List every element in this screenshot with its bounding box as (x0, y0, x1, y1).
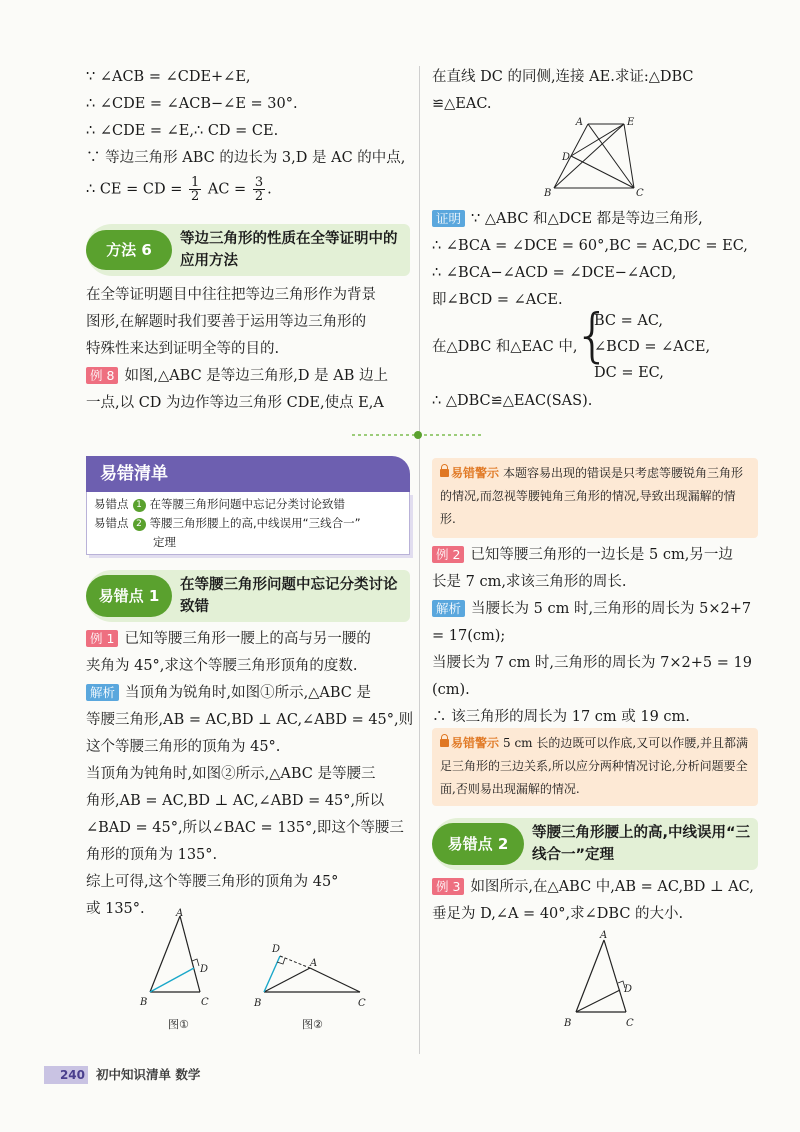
warning-label-text: 易错警示 (451, 466, 500, 480)
error-list-header (86, 456, 410, 492)
problem-line: ≌△EAC. (432, 96, 492, 112)
figure-2 (250, 936, 380, 1036)
label-a: A (310, 958, 318, 969)
method-text-line: 特殊性来达到证明全等的目的. (86, 341, 280, 357)
label-a: A (600, 930, 608, 941)
numerator: 3 (254, 175, 264, 190)
warning-2-text: 5 cm 长的边既可以作底,又可以作腰,并且都满足三角形的三边关系,所以应分两种情况讨论,分析问题要全面,否则易出现漏解的情况. (440, 736, 749, 796)
solution-line: 这个等腰三角形的顶角为 45°. (86, 739, 281, 755)
solution-line: 当腰长为 7 cm 时,三角形的周长为 7×2+5 = 19 (432, 655, 752, 671)
example-8-tag: 例 8 (86, 367, 118, 384)
label-c: C (358, 998, 366, 1009)
example-2-line: 长是 7 cm,求该三角形的周长. (432, 574, 627, 590)
solution-line: 等腰三角形,AB = AC,BD ⊥ AC,∠ABD = 45°,则 (86, 712, 414, 728)
solution-1-line (86, 680, 408, 707)
example-text: 如图所示,在△ABC 中,AB = AC,BD ⊥ AC, (470, 879, 754, 895)
solution-line: 角形,AB = AC,BD ⊥ AC,∠ABD = 45°,所以 (86, 793, 385, 809)
method-6-title: 等边三角形的性质在全等证明中的应用方法 (180, 231, 398, 269)
figure-1 (136, 906, 226, 1036)
example-1-tag: 例 1 (86, 630, 118, 647)
derivation-line: ∵ ∠ACB = ∠CDE+∠E, (86, 69, 251, 85)
system-line: DC = EC, (594, 365, 664, 381)
fraction-prefix: ∴ CE = CD = (86, 181, 183, 198)
figure-example-3 (560, 928, 650, 1032)
warning-1-box (432, 458, 758, 538)
error-list-title: 易错清单 (100, 464, 168, 484)
example-3-line (432, 874, 758, 901)
solution-line: 角形的顶角为 135°. (86, 847, 218, 863)
method-text-line: 图形,在解题时我们要善于运用等边三角形的 (86, 314, 367, 330)
example-text-line: 一点,以 CD 为边作等边三角形 CDE,使点 E,A (86, 395, 384, 411)
column-divider (419, 66, 420, 1054)
problem-line: 在直线 DC 的同侧,连接 AE.求证:△DBC (432, 69, 694, 85)
solution-1-tag: 解析 (86, 684, 119, 701)
error-item-label: 易错点 (94, 516, 129, 530)
example-2-line (432, 542, 758, 569)
solution-line: ∠BAD = 45°,所以∠BAC = 135°,即这个等腰三 (86, 820, 404, 836)
system-prefix: 在△DBC 和△EAC 中, (432, 339, 578, 355)
derivation-line: ∴ ∠CDE = ∠ACB−∠E = 30°. (86, 96, 298, 112)
book-title: 初中知识清单 数学 (96, 1067, 201, 1082)
error-point-2-title: 等腰三角形腰上的高,中线误用“三线合一”定理 (532, 825, 751, 863)
label-c: C (626, 1018, 634, 1029)
numerator: 1 (190, 175, 200, 190)
error-item-2-cont: 定理 (153, 535, 176, 549)
proof-line (432, 206, 758, 233)
left-top-derivation (86, 64, 408, 204)
derivation-line: ∵ 等边三角形 ABC 的边长为 3,D 是 AC 的中点, (86, 150, 406, 166)
solution-line: 当顶角为钝角时,如图②所示,△ABC 是等腰三 (86, 766, 376, 782)
error-point-2-banner (432, 818, 758, 870)
example-2 (432, 542, 758, 731)
label-b: B (140, 997, 148, 1008)
figure-1-caption: 图① (168, 1018, 189, 1031)
error-item-number: 1 (133, 499, 146, 512)
error-list-box (86, 492, 410, 555)
method-6-banner (86, 224, 410, 276)
proof-line: ∴ ∠BCA = ∠DCE = 60°,BC = AC,DC = EC, (432, 238, 748, 254)
example-2-tag: 例 2 (432, 546, 464, 563)
example-3 (432, 874, 758, 928)
label-d: D (272, 944, 281, 955)
error-item-text: 在等腰三角形问题中忘记分类讨论致错 (149, 497, 345, 511)
solution-line: (cm). (432, 682, 470, 698)
label-d: D (562, 152, 571, 163)
solution-line: 或 135°. (86, 901, 145, 917)
error-item-2 (94, 514, 361, 533)
fraction-one-half (189, 176, 201, 203)
proof-conclusion: ∴ △DBC≌△EAC(SAS). (432, 393, 593, 409)
solution-text: 当顶角为锐角时,如图①所示,△ABC 是 (125, 685, 371, 701)
example-1-line (86, 626, 408, 653)
label-b: B (544, 188, 552, 199)
method-6-tag: 方法 6 (86, 230, 172, 270)
fraction-suffix: . (267, 181, 272, 198)
label-d: D (200, 964, 209, 975)
label-c: C (636, 188, 644, 199)
denominator: 2 (190, 189, 200, 204)
warning-label-text: 易错警示 (451, 736, 500, 750)
proof-example-8 (432, 206, 758, 314)
fraction-three-halves (253, 176, 265, 203)
lock-icon (440, 469, 449, 477)
error-point-1-tag: 易错点 1 (86, 575, 172, 617)
example-8-line (86, 363, 408, 390)
example-3-line: 垂足为 D,∠A = 40°,求∠DBC 的大小. (432, 906, 684, 922)
proof-line: 即∠BCD = ∠ACE. (432, 292, 563, 308)
page-number: 240 (44, 1066, 88, 1084)
derivation-line: ∴ ∠CDE = ∠E,∴ CD = CE. (86, 123, 279, 139)
example-text: 已知等腰三角形一腰上的高与另一腰的 (124, 631, 371, 647)
label-a: A (575, 117, 583, 128)
solution-2-line (432, 596, 758, 623)
denominator: 2 (254, 189, 264, 204)
error-item-number: 2 (133, 518, 146, 531)
example-text: 已知等腰三角形的一边长是 5 cm,另一边 (470, 547, 733, 563)
solution-line: = 17(cm); (432, 628, 506, 644)
example-3-tag: 例 3 (432, 878, 464, 895)
error-point-1-title: 在等腰三角形问题中忘记分类讨论致错 (180, 577, 398, 615)
example-1-line: 夹角为 45°,求这个等腰三角形顶角的度数. (86, 658, 358, 674)
example-1 (86, 626, 414, 923)
solution-2-tag: 解析 (432, 600, 465, 617)
error-point-2-tag: 易错点 2 (432, 823, 524, 865)
label-d: D (624, 984, 633, 995)
lock-icon (440, 739, 449, 747)
label-c: C (201, 997, 209, 1008)
label-e: E (627, 117, 635, 128)
label-a: A (176, 908, 184, 919)
warning-2-label (440, 736, 499, 750)
proof-tag: 证明 (432, 210, 465, 227)
brace: { (574, 301, 611, 369)
figure-2-caption: 图② (302, 1018, 323, 1031)
method-6-body (86, 282, 408, 417)
figure-example-8 (540, 116, 650, 202)
system-line: ∠BCD = ∠ACE, (594, 339, 711, 355)
error-item-text: 等腰三角形腰上的高,中线误用“三线合一” (149, 516, 361, 530)
method-text-line: 在全等证明题目中往往把等边三角形作为背景 (86, 287, 376, 303)
congruence-system (594, 308, 754, 386)
label-b: B (564, 1018, 572, 1029)
warning-1-text: 本题容易出现的错误是只考虑等腰锐角三角形的情况,而忽视等腰钝角三角形的情况,导致出现漏解的情形. (440, 466, 744, 526)
fraction-line (86, 176, 408, 204)
fraction-mid: AC = (207, 181, 247, 198)
right-top-text (432, 64, 758, 118)
proof-text: ∵ △ABC 和△DCE 都是等边三角形, (471, 211, 703, 227)
error-point-1-banner (86, 570, 410, 622)
label-b: B (254, 998, 262, 1009)
warning-1-label (440, 466, 499, 480)
error-item-label: 易错点 (94, 497, 129, 511)
solution-line: ∴ 该三角形的周长为 17 cm 或 19 cm. (432, 709, 690, 725)
solution-line: 综上可得,这个等腰三角形的顶角为 45° (86, 874, 339, 890)
proof-line: ∴ ∠BCA−∠ACD = ∠DCE−∠ACD, (432, 265, 677, 281)
solution-text: 当腰长为 5 cm 时,三角形的周长为 5×2+7 (471, 601, 752, 617)
system-line: BC = AC, (594, 313, 664, 329)
warning-2-box (432, 728, 758, 806)
example-text: 如图,△ABC 是等边三角形,D 是 AB 边上 (124, 368, 388, 384)
error-item-1 (94, 495, 345, 514)
section-separator (352, 434, 482, 436)
